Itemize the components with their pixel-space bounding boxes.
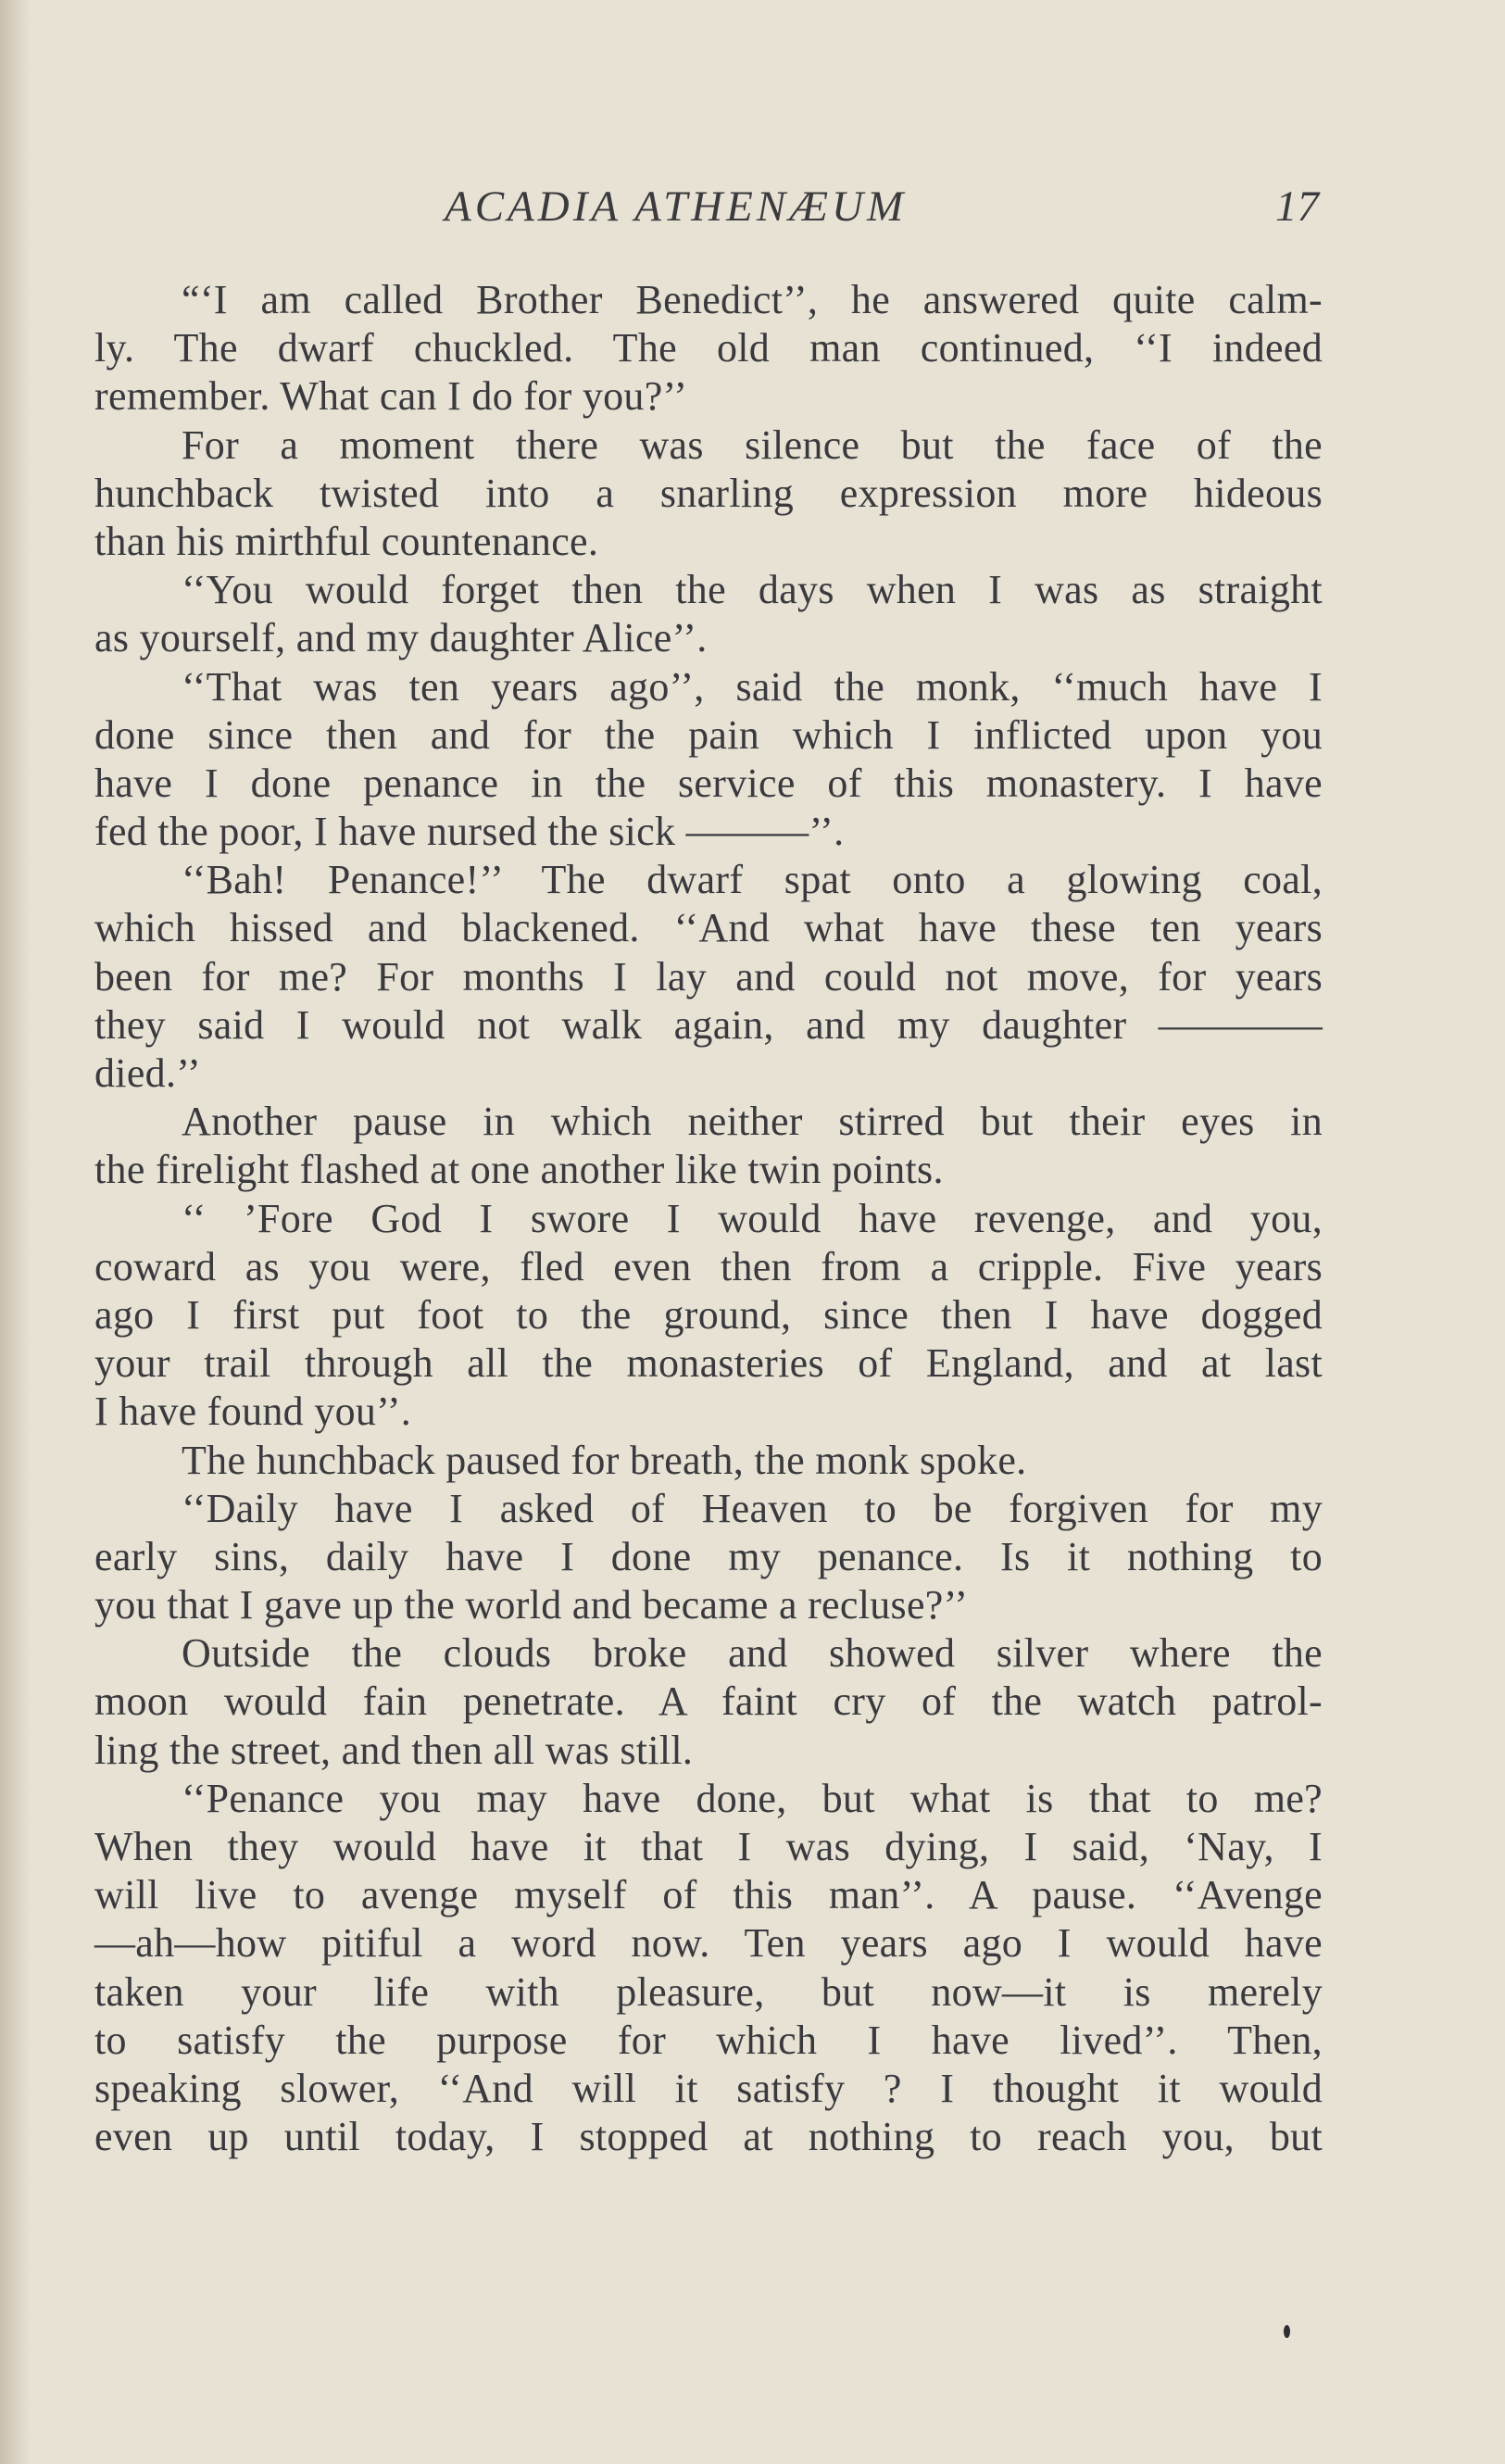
text-line: For a moment there was silence but the face of the <box>182 421 1323 468</box>
text-line: to satisfy the purpose for which I have lived’’. Then, <box>94 2017 1323 2063</box>
text-line: early sins, daily have I done my penance. Is it nothing to <box>94 1533 1323 1579</box>
text-line: taken your life with pleasure, but now—it is merely <box>94 1968 1323 2015</box>
text-line: they said I would not walk again, and my daughter ———— <box>94 1001 1323 1048</box>
text-line: Another pause in which neither stirred but their eyes in <box>182 1099 1323 1145</box>
text-line: ‘‘ ’Fore God I swore I would have revenge, and you, <box>182 1195 1323 1241</box>
text-line: ‘‘That was ten years ago’’, said the monk, ‘‘much have I <box>182 663 1323 710</box>
text-line: speaking slower, ‘‘And will it satisfy ? I thought it would <box>94 2065 1323 2111</box>
text-line: been for me? For months I lay and could not move, for years <box>94 953 1323 999</box>
text-line: ‘‘Penance you may have done, but what is that to me? <box>182 1775 1323 1821</box>
text-line: I have found you’’. <box>94 1389 412 1435</box>
text-line: have I done penance in the service of this monastery. I have <box>94 760 1323 806</box>
text-line: remember. What can I do for you?’’ <box>94 373 688 420</box>
text-line: ling the street, and then all was still. <box>94 1727 694 1773</box>
text-line: fed the poor, I have nursed the sick ———’’. <box>94 809 845 855</box>
page-number: 17 <box>1275 182 1319 231</box>
text-line: “‘I am called Brother Benedict’’, he answered quite calm- <box>182 277 1323 322</box>
text-line: ‘‘Bah! Penance!’’ The dwarf spat onto a glowing coal, <box>182 857 1323 903</box>
text-line: your trail through all the monasteries of England, and at last <box>94 1340 1323 1387</box>
text-line: Outside the clouds broke and showed silver where the <box>182 1630 1323 1677</box>
page-header <box>0 182 1505 246</box>
text-line: ‘‘You would forget then the days when I was as straight <box>182 567 1323 613</box>
text-line: —ah—how pitiful a word now. Ten years ago I would have <box>94 1920 1323 1967</box>
text-line: moon would fain penetrate. A faint cry of the watch patrol- <box>94 1678 1323 1725</box>
text-line: even up until today, I stopped at nothing to reach you, but <box>94 2114 1323 2160</box>
text-line: ly. The dwarf chuckled. The old man continued, ‘‘I indeed <box>94 325 1323 371</box>
text-line: When they would have it that I was dying, I said, ‘Nay, I <box>94 1824 1323 1869</box>
text-line: hunchback twisted into a snarling expression more hideous <box>94 470 1323 516</box>
text-line: which hissed and blackened. ‘‘And what have these ten years <box>94 905 1323 951</box>
text-line: than his mirthful countenance. <box>94 518 599 564</box>
ink-mark <box>1284 2325 1290 2338</box>
text-line: you that I gave up the world and became a recluse?’’ <box>94 1582 969 1628</box>
running-title: ACADIA ATHENÆUM <box>445 182 908 231</box>
body-text <box>94 276 1323 2161</box>
text-line: will live to avenge myself of this man’’. A pause. ‘‘Avenge <box>94 1872 1323 1918</box>
text-line: ‘‘Daily have I asked of Heaven to be forgiven for my <box>182 1485 1323 1531</box>
page-spine-shadow <box>0 0 31 2464</box>
text-line: died.’’ <box>94 1050 201 1096</box>
text-line: coward as you were, fled even then from a cripple. Five years <box>94 1243 1323 1289</box>
text-line: the firelight flashed at one another like twin points. <box>94 1147 944 1193</box>
text-line: ago I first put foot to the ground, since then I have dogged <box>94 1291 1323 1338</box>
text-line: The hunchback paused for breath, the monk spoke. <box>182 1437 1027 1483</box>
text-line: done since then and for the pain which I inflicted upon you <box>94 711 1323 758</box>
text-line: as yourself, and my daughter Alice’’. <box>94 615 708 661</box>
